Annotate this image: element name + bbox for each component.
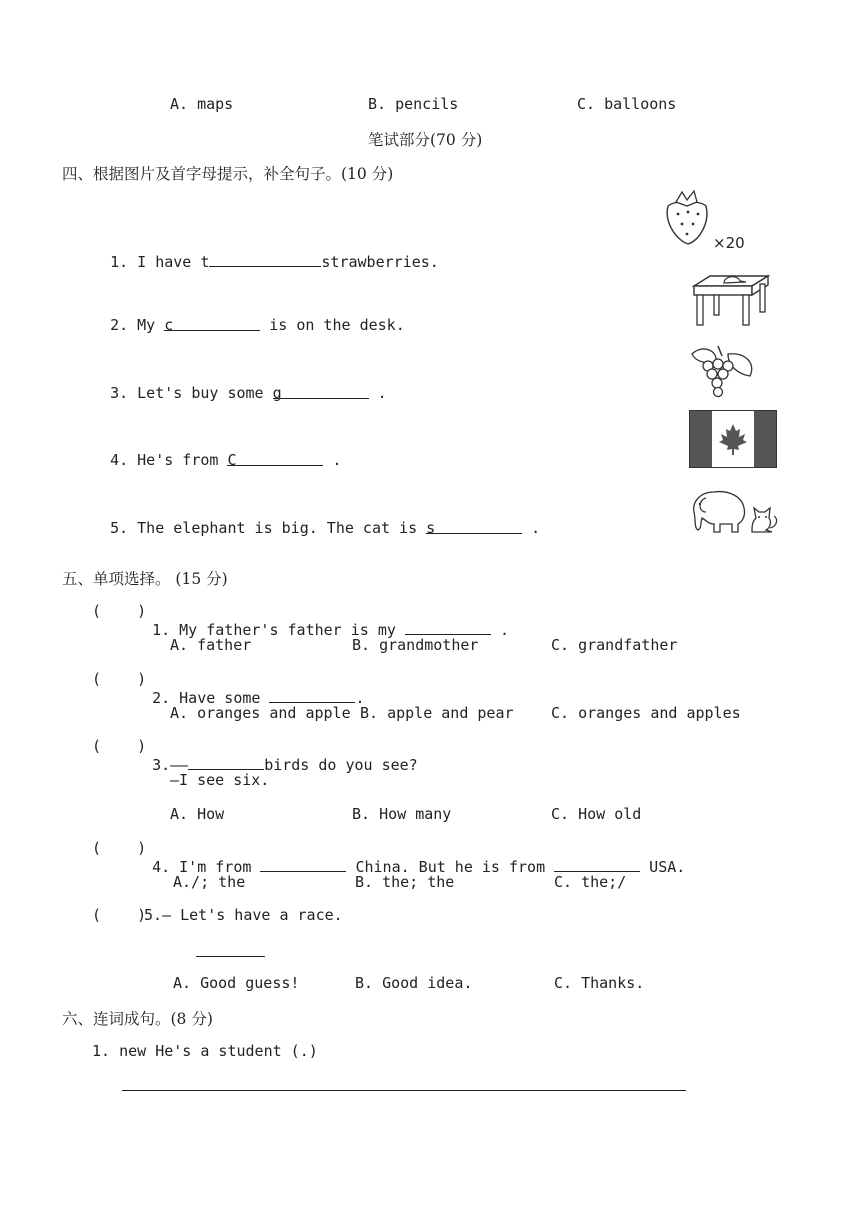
q5-answer-blank[interactable]	[196, 956, 265, 957]
maple-leaf-icon	[718, 422, 748, 456]
s4-item-1-pre: 1. I have t	[110, 253, 210, 271]
q2-option-c[interactable]: C. oranges and apples	[551, 704, 741, 722]
q2-text: 2. Have some	[152, 689, 270, 707]
q1-paren[interactable]: ( )	[92, 602, 147, 620]
answer-blank[interactable]	[227, 451, 323, 469]
q3-option-a[interactable]: A. How	[170, 805, 225, 823]
q1-stem	[134, 602, 509, 639]
q5-option-b[interactable]: B. Good idea.	[355, 974, 473, 992]
q5-stem: 5.— Let's have a race.	[144, 906, 343, 924]
s6-item-1: 1. new He's a student (.)	[92, 1042, 318, 1060]
q4-text: 4. I'm from	[152, 858, 261, 876]
q2-after: .	[355, 689, 365, 707]
answer-blank[interactable]	[164, 316, 260, 334]
s4-item-3-pre: 3. Let's buy some	[110, 384, 273, 402]
q2-paren[interactable]: ( )	[92, 670, 147, 688]
q4-option-c[interactable]: C. the;/	[554, 873, 627, 891]
answer-blank[interactable]	[554, 857, 640, 872]
s4-item-1	[92, 234, 439, 271]
written-part-title: 笔试部分(70 分)	[368, 131, 483, 149]
option-c: C. balloons	[577, 95, 677, 113]
s4-item-4-pre: 4. He's from	[110, 451, 228, 469]
q5-paren[interactable]: ( )	[92, 906, 147, 924]
answer-blank[interactable]	[269, 688, 355, 703]
answer-blank[interactable]	[272, 384, 369, 402]
answer-blank[interactable]	[188, 755, 264, 770]
q2-option-b[interactable]: B. apple and pear	[360, 704, 514, 722]
q1-option-a[interactable]: A. father	[170, 636, 252, 654]
option-b: B. pencils	[368, 95, 459, 113]
q4-stem	[134, 839, 685, 876]
q1-option-b[interactable]: B. grandmother	[352, 636, 479, 654]
q4-option-a[interactable]: A./; the	[173, 873, 246, 891]
section6-heading: 六、连词成句。(8 分)	[62, 1010, 213, 1028]
s4-item-2	[92, 298, 405, 334]
s4-item-2-pre: 2. My	[110, 316, 165, 334]
q1-text: 1. My father's father is my	[152, 621, 405, 639]
q5-option-c[interactable]: C. Thanks.	[554, 974, 645, 992]
q1-option-c[interactable]: C. grandfather	[551, 636, 678, 654]
s4-item-5-pre: 5. The elephant is big. The cat is	[110, 519, 427, 537]
s4-item-5-post: .	[522, 519, 541, 537]
initial-letter: s	[426, 519, 436, 537]
s4-item-3	[92, 366, 387, 402]
q3-answer-line: —I see six.	[170, 771, 270, 789]
q3-after: birds do you see?	[264, 756, 418, 774]
s4-item-2-post: is on the desk.	[260, 316, 405, 334]
cap-on-desk-icon	[688, 272, 772, 328]
q4-paren[interactable]: ( )	[92, 839, 147, 857]
flag-center	[712, 411, 754, 467]
canada-flag-icon	[689, 410, 777, 468]
answer-blank[interactable]	[260, 857, 346, 872]
section4-heading: 四、根据图片及首字母提示，补全句子。(10 分)	[62, 165, 394, 183]
flag-band-left	[690, 411, 712, 467]
option-a: A. maps	[170, 95, 234, 113]
s4-item-3-post: .	[368, 384, 387, 402]
q2-stem	[134, 670, 365, 707]
q4-after: USA.	[640, 858, 686, 876]
q3-paren[interactable]: ( )	[92, 737, 147, 755]
strawberry-count: ×20	[713, 234, 745, 252]
q3-text: 3.——	[152, 756, 189, 774]
q3-option-c[interactable]: C. How old	[551, 805, 642, 823]
initial-letter: c	[164, 316, 174, 334]
answer-blank[interactable]	[426, 519, 522, 537]
flag-band-right	[754, 411, 776, 467]
q3-stem	[134, 737, 418, 774]
s6-answer-line[interactable]	[122, 1090, 686, 1091]
strawberry-icon	[662, 188, 712, 248]
s4-item-4	[92, 433, 342, 469]
initial-letter: C	[227, 451, 237, 469]
q1-after: .	[490, 621, 509, 639]
answer-blank[interactable]	[405, 620, 491, 635]
q3-option-b[interactable]: B. How many	[352, 805, 452, 823]
s4-item-1-post: strawberries.	[321, 253, 439, 271]
grapes-icon	[688, 340, 758, 400]
q2-option-a[interactable]: A. oranges and apple	[170, 704, 351, 722]
elephant-and-cat-icon	[686, 482, 782, 536]
s4-item-4-post: .	[323, 451, 342, 469]
s4-item-5	[92, 501, 540, 537]
answer-blank[interactable]	[209, 252, 321, 267]
q4-option-b[interactable]: B. the; the	[355, 873, 455, 891]
q5-option-a[interactable]: A. Good guess!	[173, 974, 300, 992]
q4-mid: China. But he is from	[346, 858, 555, 876]
section5-heading: 五、单项选择。 (15 分)	[62, 570, 228, 588]
initial-letter: g	[272, 384, 282, 402]
